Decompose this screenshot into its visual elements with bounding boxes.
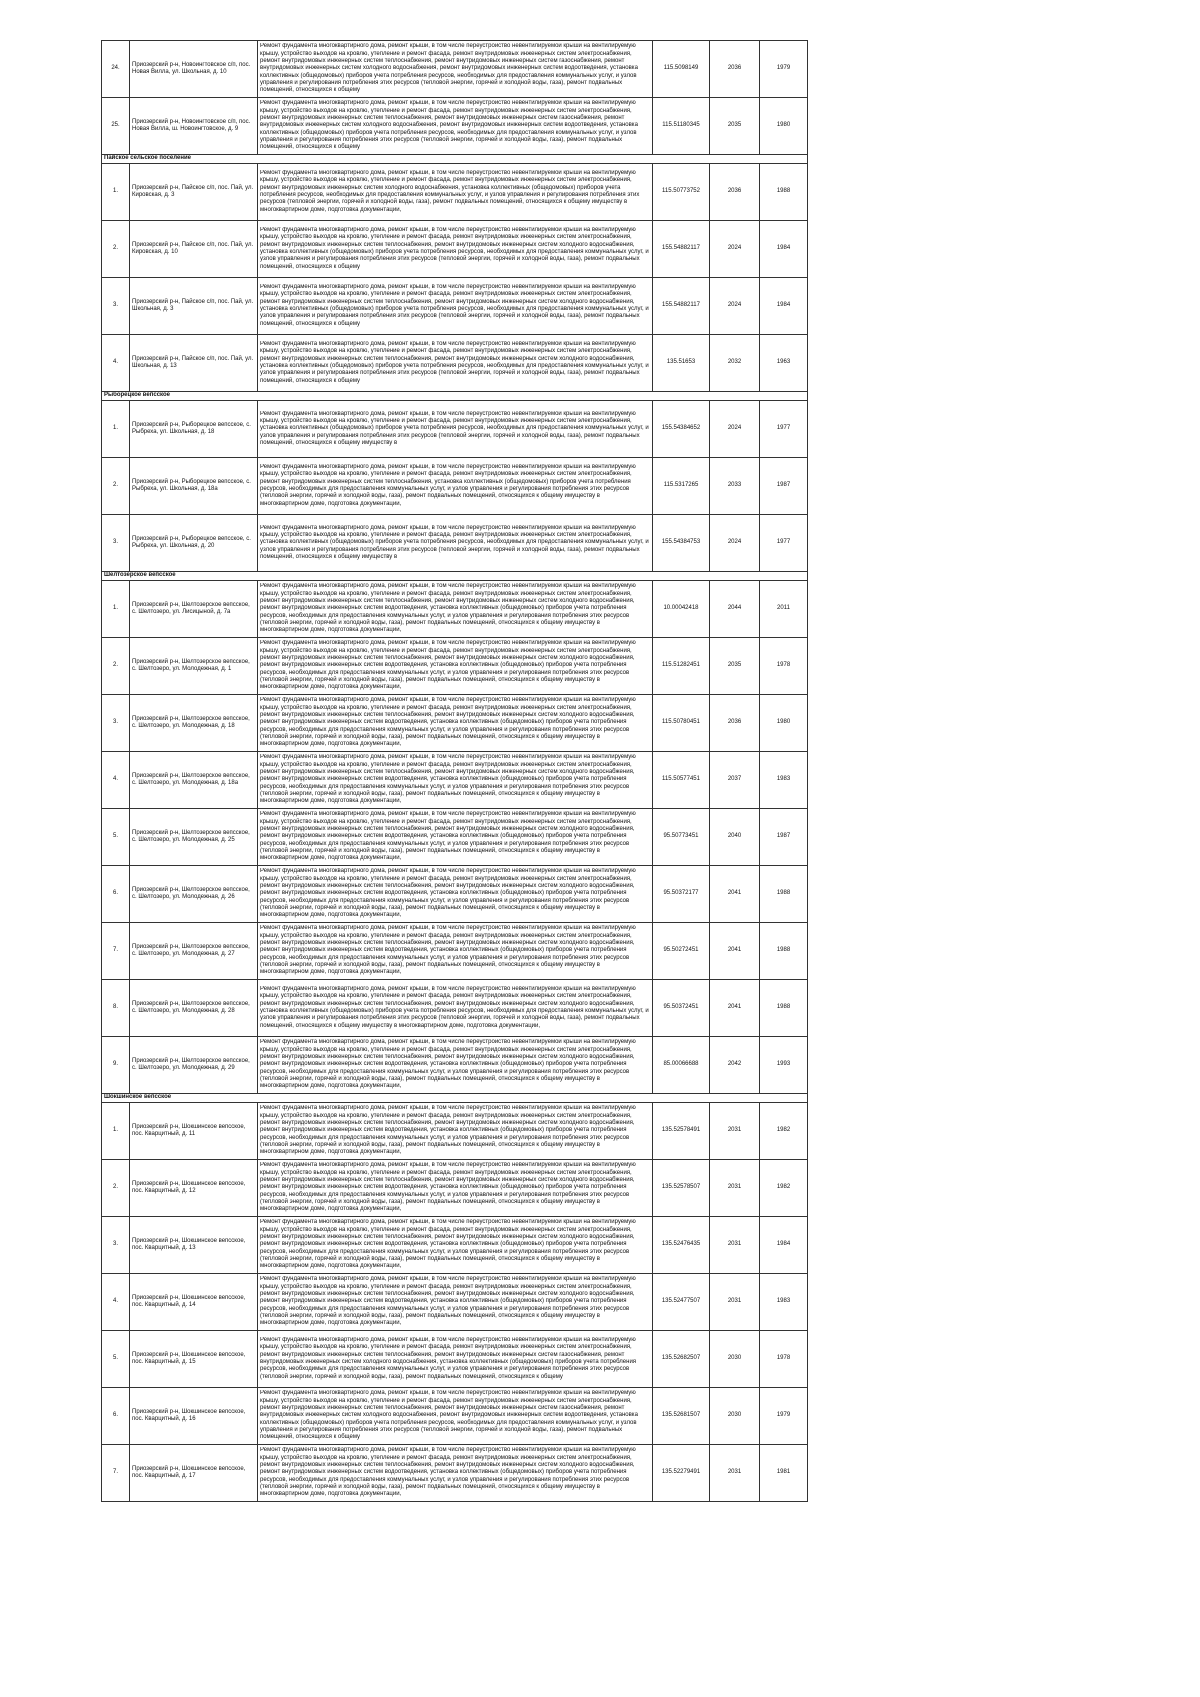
works-text: Ремонт фундамента многоквартирного дома, ремонт крыши, в том числе переустройство невентилируемой крыши на вентилируемую крышу, устройство выходов на кровлю, утепление и ремонт фасада, ремонт внутридомовых инженерных систем электроснабжения, ремонт внутридомовых инженерных систем теплоснабжения, ремонт внутридомовых инженерных систем холодного водоснабжения, ремонт внутридомовых инженерных систем водоотведения, установка коллективных (общедомовых) приборов учета потребления ресурсов, необходимых для предоставления коммунальных услуг, и узлов управления и регулирования потребления этих ресурсов (тепловой энергии, горячей и холодной воды, газа), ремонт подвальных помещений, относящихся к общему имуществу в многоквартирном доме, подготовка документации, (260, 640, 636, 691)
table-row (102, 866, 808, 923)
planned-year-cell: 2031 (710, 1103, 760, 1160)
planned-year-cell: 2024 (710, 278, 760, 335)
built-year-cell: 1984 (760, 278, 808, 335)
row-number: 4. (102, 335, 130, 392)
address-cell: Приозерский р-н, Пайское с/п, пос. Пай, ул. Школьная, д. 3 (130, 278, 258, 335)
address-cell: Приозерский р-н, Новоингтовское с/п, пос. Новая Вилла, ул. Школьная, д. 10 (130, 41, 258, 98)
row-number: 9. (102, 1037, 130, 1094)
works-text: Ремонт фундамента многоквартирного дома, ремонт крыши, в том числе переустройство невентилируемой крыши на вентилируемую крышу, устройство выходов на кровлю, утепление и ремонт фасада, ремонт внутридомовых инженерных систем электроснабжения, ремонт внутридомовых инженерных систем теплоснабжения, ремонт внутридомовых инженерных систем холодного водоснабжения, ремонт внутридомовых инженерных систем водоотведения, установка коллективных (общедомовых) приборов учета потребления ресурсов, необходимых для предоставления коммунальных услуг, и узлов управления и регулирования потребления этих ресурсов (тепловой энергии, горячей и холодной воды, газа), ремонт подвальных помещений, относящихся к общему имуществу в многоквартирном доме, подготовка документации, (260, 1105, 636, 1156)
cost-cell: 115.5098149 (653, 41, 710, 98)
row-number: 3. (102, 278, 130, 335)
address-cell: Приозерский р-н, Шелтозерское вепсское, с. Шелтозеро, ул. Молодежная, д. 28 (130, 980, 258, 1037)
cost-cell: 135.52578491 (653, 1103, 710, 1160)
built-year-cell: 1983 (760, 752, 808, 809)
works-text: Ремонт фундамента многоквартирного дома, ремонт крыши, в том числе переустройство невентилируемой крыши на вентилируемую крышу, устройство выходов на кровлю, утепление и ремонт фасада, ремонт внутридомовых инженерных систем электроснабжения, ремонт внутридомовых инженерных систем теплоснабжения, ремонт внутридомовых инженерных систем холодного водоснабжения, ремонт внутридомовых инженерных систем водоотведения, установка коллективных (общедомовых) приборов учета потребления ресурсов, необходимых для предоставления коммунальных услуг, и узлов управления и регулирования потребления этих ресурсов (тепловой энергии, горячей и холодной воды, газа), ремонт подвальных помещений, относящихся к общему имуществу в многоквартирном доме, подготовка документации, (260, 583, 636, 634)
table-row (102, 1274, 808, 1331)
section-header-row (102, 155, 808, 164)
table-row (102, 581, 808, 638)
cost-cell: 95.50372177 (653, 866, 710, 923)
built-year-cell: 1988 (760, 866, 808, 923)
planned-year-cell: 2031 (710, 1217, 760, 1274)
address-cell: Приозерский р-н, Шокшинское вепсское, пос. Кварцитный, д. 15 (130, 1331, 258, 1388)
section-title: Шелтозерское вепсское (102, 572, 808, 581)
works-cell (258, 401, 653, 458)
section-title: Пайское сельское поселение (102, 155, 808, 164)
built-year-cell: 1979 (760, 41, 808, 98)
works-cell (258, 1160, 653, 1217)
section-header-row (102, 1094, 808, 1103)
address-cell: Приозерский р-н, Пайское с/п, пос. Пай, ул. Кировская, д. 10 (130, 221, 258, 278)
address-cell: Приозерский р-н, Шелтозерское вепсское, с. Шелтозеро, ул. Молодежная, д. 26 (130, 866, 258, 923)
row-number: 2. (102, 1160, 130, 1217)
row-number: 5. (102, 809, 130, 866)
row-number: 6. (102, 1388, 130, 1445)
planned-year-cell: 2031 (710, 1160, 760, 1217)
planned-year-cell: 2036 (710, 164, 760, 221)
address-cell: Приозерский р-н, Шелтозерское вепсское, с. Шелтозеро, ул. Молодежная, д. 18 (130, 695, 258, 752)
table-row (102, 41, 808, 98)
table-row (102, 401, 808, 458)
cost-cell: 155.54882117 (653, 221, 710, 278)
address-cell: Приозерский р-н, Шокшинское вепсское, пос. Кварцитный, д. 14 (130, 1274, 258, 1331)
works-cell (258, 458, 653, 515)
table-row (102, 1388, 808, 1445)
works-cell (258, 164, 653, 221)
built-year-cell: 1982 (760, 1160, 808, 1217)
planned-year-cell: 2035 (710, 638, 760, 695)
table-body (102, 41, 808, 1502)
built-year-cell: 1980 (760, 98, 808, 155)
cost-cell: 95.50773451 (653, 809, 710, 866)
address-cell: Приозерский р-н, Рыборецкое вепсское, с. Рыбреха, ул. Школьная, д. 18а (130, 458, 258, 515)
row-number: 7. (102, 1445, 130, 1502)
built-year-cell: 2011 (760, 581, 808, 638)
address-cell: Приозерский р-н, Шокшинское вепсское, пос. Кварцитный, д. 12 (130, 1160, 258, 1217)
row-number: 2. (102, 221, 130, 278)
built-year-cell: 1993 (760, 1037, 808, 1094)
row-number: 25. (102, 98, 130, 155)
works-text: Ремонт фундамента многоквартирного дома, ремонт крыши, в том числе переустройство невентилируемой крыши на вентилируемую крышу, устройство выходов на кровлю, утепление и ремонт фасада, ремонт внутридомовых инженерных систем электроснабжения, ремонт внутридомовых инженерных систем теплоснабжения, ремонт внутридомовых инженерных систем холодного водоснабжения, ремонт внутридомовых инженерных систем водоотведения, установка коллективных (общедомовых) приборов учета потребления ресурсов, необходимых для предоставления коммунальных услуг, и узлов управления и регулирования потребления этих ресурсов (тепловой энергии, горячей и холодной воды, газа), ремонт подвальных помещений, относящихся к общему имуществу в многоквартирном доме, подготовка документации, (260, 868, 636, 919)
planned-year-cell: 2040 (710, 809, 760, 866)
works-cell (258, 638, 653, 695)
row-number: 1. (102, 164, 130, 221)
planned-year-cell: 2041 (710, 923, 760, 980)
row-number: 8. (102, 980, 130, 1037)
works-cell (258, 278, 653, 335)
row-number: 1. (102, 1103, 130, 1160)
cost-cell: 95.50272451 (653, 923, 710, 980)
row-number: 3. (102, 695, 130, 752)
works-text: Ремонт фундамента многоквартирного дома, ремонт крыши, в том числе переустройство невентилируемой крыши на вентилируемую крышу, устройство выходов на кровлю, утепление и ремонт фасада, ремонт внутридомовых инженерных систем электроснабжения, ремонт внутридомовых инженерных систем теплоснабжения, ремонт внутридомовых инженерных систем холодного водоснабжения, установка коллективных (общедомовых) приборов учета потребления ресурсов, необходимых для предоставления коммунальных услуг, и узлов управления и регулирования потребления этих ресурсов (тепловой энергии, горячей и холодной воды, газа), ремонт подвальных помещений, относящихся к общему (260, 341, 649, 384)
planned-year-cell: 2044 (710, 581, 760, 638)
table-row (102, 752, 808, 809)
row-number: 6. (102, 866, 130, 923)
works-text: Ремонт фундамента многоквартирного дома, ремонт крыши, в том числе переустройство невентилируемой крыши на вентилируемую крышу, устройство выходов на кровлю, утепление и ремонт фасада, ремонт внутридомовых инженерных систем электроснабжения, ремонт внутридомовых инженерных систем теплоснабжения, ремонт внутридомовых инженерных систем холодного водоснабжения, ремонт внутридомовых инженерных систем водоотведения, установка коллективных (общедомовых) приборов учета потребления ресурсов, необходимых для предоставления коммунальных услуг, и узлов управления и регулирования потребления этих ресурсов (тепловой энергии, горячей и холодной воды, газа), ремонт подвальных помещений, относящихся к общему имуществу в многоквартирном доме, подготовка документации, (260, 754, 636, 805)
works-cell (258, 515, 653, 572)
built-year-cell: 1983 (760, 1274, 808, 1331)
built-year-cell: 1977 (760, 515, 808, 572)
built-year-cell: 1984 (760, 221, 808, 278)
cost-cell: 135.51653 (653, 335, 710, 392)
cost-cell: 115.51180345 (653, 98, 710, 155)
cost-cell: 115.50773752 (653, 164, 710, 221)
address-cell: Приозерский р-н, Шелтозерское вепсское, с. Шелтозеро, ул. Молодежная, д. 1 (130, 638, 258, 695)
works-text: Ремонт фундамента многоквартирного дома, ремонт крыши, в том числе переустройство невентилируемой крыши на вентилируемую крышу, устройство выходов на кровлю, утепление и ремонт фасада, ремонт внутридомовых инженерных систем электроснабжения, ремонт внутридомовых инженерных систем теплоснабжения, ремонт внутридомовых инженерных систем холодного водоснабжения, ремонт внутридомовых инженерных систем водоотведения, установка коллективных (общедомовых) приборов учета потребления ресурсов, необходимых для предоставления коммунальных услуг, и узлов управления и регулирования потребления этих ресурсов (тепловой энергии, горячей и холодной воды, газа), ремонт подвальных помещений, относящихся к общему имуществу в многоквартирном доме, подготовка документации, (260, 925, 636, 976)
cost-cell: 135.52476435 (653, 1217, 710, 1274)
built-year-cell: 1988 (760, 923, 808, 980)
address-cell: Приозерский р-н, Шелтозерское вепсское, с. Шелтозеро, ул. Молодежная, д. 18а (130, 752, 258, 809)
works-text: Ремонт фундамента многоквартирного дома, ремонт крыши, в том числе переустройство невентилируемой крыши на вентилируемую крышу, устройство выходов на кровлю, утепление и ремонт фасада, ремонт внутридомовых инженерных систем электроснабжения, ремонт внутридомовых инженерных систем теплоснабжения, ремонт внутридомовых инженерных систем газоснабжения, ремонт внутридомовых инженерных систем холодного водоснабжения, ремонт внутридомовых инженерных систем водоотведения, установка коллективных (общедомовых) приборов учета потребления ресурсов, необходимых для предоставления коммунальных услуг, и узлов управления и регулирования потребления этих ресурсов (тепловой энергии, горячей и холодной воды, газа), ремонт подвальных помещений, относящихся к общему (260, 1390, 638, 1441)
table-row (102, 1331, 808, 1388)
works-text: Ремонт фундамента многоквартирного дома, ремонт крыши, в том числе переустройство невентилируемой крыши на вентилируемую крышу, устройство выходов на кровлю, утепление и ремонт фасада, ремонт внутридомовых инженерных систем электроснабжения, ремонт внутридомовых инженерных систем теплоснабжения, ремонт внутридомовых инженерных систем холодного водоснабжения, установка коллективных (общедомовых) приборов учета потребления ресурсов, необходимых для предоставления коммунальных услуг, и узлов управления и регулирования потребления этих ресурсов (тепловой энергии, горячей и холодной воды, газа), ремонт подвальных помещений, относящихся к общему (260, 227, 649, 270)
section-header-row (102, 392, 808, 401)
built-year-cell: 1977 (760, 401, 808, 458)
works-text: Ремонт фундамента многоквартирного дома, ремонт крыши, в том числе переустройство невентилируемой крыши на вентилируемую крышу, устройство выходов на кровлю, утепление и ремонт фасада, ремонт внутридомовых инженерных систем электроснабжения, ремонт внутридомовых инженерных систем теплоснабжения, ремонт внутридомовых инженерных систем газоснабжения, ремонт внутридомовых инженерных систем холодного водоснабжения, ремонт внутридомовых инженерных систем водоотведения, установка коллективных (общедомовых) приборов учета потребления ресурсов, необходимых для предоставления коммунальных услуг, и узлов управления и регулирования потребления этих ресурсов (тепловой энергии, горячей и холодной воды, газа), ремонт подвальных помещений, относящихся к общему (260, 43, 638, 94)
works-cell (258, 695, 653, 752)
built-year-cell: 1980 (760, 695, 808, 752)
section-title: Шокшинское вепсское (102, 1094, 808, 1103)
cost-cell: 135.52279491 (653, 1445, 710, 1502)
planned-year-cell: 2032 (710, 335, 760, 392)
cost-cell: 10.00042418 (653, 581, 710, 638)
planned-year-cell: 2041 (710, 866, 760, 923)
address-cell: Приозерский р-н, Шокшинское вепсское, пос. Кварцитный, д. 11 (130, 1103, 258, 1160)
works-cell (258, 752, 653, 809)
table-row (102, 335, 808, 392)
works-cell (258, 1388, 653, 1445)
planned-year-cell: 2030 (710, 1331, 760, 1388)
table-row (102, 1160, 808, 1217)
planned-year-cell: 2033 (710, 458, 760, 515)
address-cell: Приозерский р-н, Шокшинское вепсское, пос. Кварцитный, д. 16 (130, 1388, 258, 1445)
table-row (102, 809, 808, 866)
works-text: Ремонт фундамента многоквартирного дома, ремонт крыши, в том числе переустройство невентилируемой крыши на вентилируемую крышу, устройство выходов на кровлю, утепление и ремонт фасада, ремонт внутридомовых инженерных систем электроснабжения, ремонт внутридомовых инженерных систем теплоснабжения, ремонт внутридомовых инженерных систем холодного водоснабжения, установка коллективных (общедомовых) приборов учета потребления ресурсов, необходимых для предоставления коммунальных услуг, и узлов управления и регулирования потребления этих ресурсов (тепловой энергии, горячей и холодной воды, газа), ремонт подвальных помещений, относящихся к общему (260, 284, 649, 327)
built-year-cell: 1978 (760, 1331, 808, 1388)
address-cell: Приозерский р-н, Шелтозерское вепсское, с. Шелтозеро, ул. Молодежная, д. 25 (130, 809, 258, 866)
planned-year-cell: 2024 (710, 401, 760, 458)
cost-cell: 95.50372451 (653, 980, 710, 1037)
built-year-cell: 1981 (760, 1445, 808, 1502)
works-cell (258, 1274, 653, 1331)
built-year-cell: 1987 (760, 809, 808, 866)
row-number: 4. (102, 1274, 130, 1331)
address-cell: Приозерский р-н, Шокшинское вепсское, пос. Кварцитный, д. 13 (130, 1217, 258, 1274)
works-text: Ремонт фундамента многоквартирного дома, ремонт крыши, в том числе переустройство невентилируемой крыши на вентилируемую крышу, устройство выходов на кровлю, утепление и ремонт фасада, ремонт внутридомовых инженерных систем электроснабжения, ремонт внутридомовых инженерных систем теплоснабжения, ремонт внутридомовых инженерных систем холодного водоснабжения, ремонт внутридомовых инженерных систем водоотведения, установка коллективных (общедомовых) приборов учета потребления ресурсов, необходимых для предоставления коммунальных услуг, и узлов управления и регулирования потребления этих ресурсов (тепловой энергии, горячей и холодной воды, газа), ремонт подвальных помещений, относящихся к общему имуществу в многоквартирном доме, подготовка документации, (260, 1276, 636, 1327)
row-number: 7. (102, 923, 130, 980)
row-number: 2. (102, 458, 130, 515)
works-text: Ремонт фундамента многоквартирного дома, ремонт крыши, в том числе переустройство невентилируемой крыши на вентилируемую крышу, устройство выходов на кровлю, утепление и ремонт фасада, ремонт внутридомовых инженерных систем электроснабжения, ремонт внутридомовых инженерных систем теплоснабжения, ремонт внутридомовых инженерных систем холодного водоснабжения, установка коллективных (общедомовых) приборов учета потребления ресурсов, необходимых для предоставления коммунальных услуг, и узлов управления и регулирования потребления этих ресурсов (тепловой энергии, горячей и холодной воды, газа), ремонт подвальных помещений, относящихся к общему имуществу в многоквартирном доме, подготовка документации, (260, 986, 649, 1029)
table-row (102, 980, 808, 1037)
works-text: Ремонт фундамента многоквартирного дома, ремонт крыши, в том числе переустройство невентилируемой крыши на вентилируемую крышу, устройство выходов на кровлю, утепление и ремонт фасада, ремонт внутридомовых инженерных систем электроснабжения, ремонт внутридомовых инженерных систем теплоснабжения, ремонт внутридомовых инженерных систем газоснабжения, ремонт внутридомовых инженерных систем холодного водоснабжения, установка коллективных (общедомовых) приборов учета потребления ресурсов, необходимых для предоставления коммунальных услуг, и узлов управления и регулирования потребления этих ресурсов (тепловой энергии, горячей и холодной воды, газа), ремонт подвальных помещений, относящихся к общему (260, 1337, 637, 1380)
built-year-cell: 1982 (760, 1103, 808, 1160)
planned-year-cell: 2037 (710, 752, 760, 809)
works-cell (258, 1037, 653, 1094)
address-cell: Приозерский р-н, Шелтозерское вепсское, с. Шелтозеро, ул. Лисицыной, д. 7а (130, 581, 258, 638)
row-number: 1. (102, 401, 130, 458)
section-header-row (102, 572, 808, 581)
cost-cell: 155.54384652 (653, 401, 710, 458)
table-row (102, 695, 808, 752)
row-number: 24. (102, 41, 130, 98)
built-year-cell: 1979 (760, 1388, 808, 1445)
works-text: Ремонт фундамента многоквартирного дома, ремонт крыши, в том числе переустройство невентилируемой крыши на вентилируемую крышу, устройство выходов на кровлю, утепление и ремонт фасада, ремонт внутридомовых инженерных систем электроснабжения, ремонт внутридомовых инженерных систем холодного водоснабжения, установка коллективных (общедомовых) приборов учета потребления ресурсов, необходимых для предоставления коммунальных услуг, и узлов управления и регулирования потребления этих ресурсов (тепловой энергии, горячей и холодной воды, газа), ремонт подвальных помещений, относящихся к общему имуществу в многоквартирном доме, подготовка документации, (260, 170, 640, 213)
works-text: Ремонт фундамента многоквартирного дома, ремонт крыши, в том числе переустройство невентилируемой крыши на вентилируемую крышу, устройство выходов на кровлю, утепление и ремонт фасада, ремонт внутридомовых инженерных систем электроснабжения, ремонт внутридомовых инженерных систем теплоснабжения, ремонт внутридомовых инженерных систем холодного водоснабжения, ремонт внутридомовых инженерных систем водоотведения, установка коллективных (общедомовых) приборов учета потребления ресурсов, необходимых для предоставления коммунальных услуг, и узлов управления и регулирования потребления этих ресурсов (тепловой энергии, горячей и холодной воды, газа), ремонт подвальных помещений, относящихся к общему имуществу в многоквартирном доме, подготовка документации, (260, 1447, 636, 1498)
table-row (102, 164, 808, 221)
address-cell: Приозерский р-н, Рыборецкое вепсское, с. Рыбреха, ул. Школьная, д. 20 (130, 515, 258, 572)
works-text: Ремонт фундамента многоквартирного дома, ремонт крыши, в том числе переустройство невентилируемой крыши на вентилируемую крышу, устройство выходов на кровлю, утепление и ремонт фасада, ремонт внутридомовых инженерных систем электроснабжения, ремонт внутридомовых инженерных систем теплоснабжения, ремонт внутридомовых инженерных систем газоснабжения, ремонт внутридомовых инженерных систем холодного водоснабжения, ремонт внутридомовых инженерных систем водоотведения, установка коллективных (общедомовых) приборов учета потребления ресурсов, необходимых для предоставления коммунальных услуг, и узлов управления и регулирования потребления этих ресурсов (тепловой энергии, горячей и холодной воды, газа), ремонт подвальных помещений, относящихся к общему (260, 100, 638, 151)
row-number: 1. (102, 581, 130, 638)
row-number: 2. (102, 638, 130, 695)
address-cell: Приозерский р-н, Шелтозерское вепсское, с. Шелтозеро, ул. Молодежная, д. 29 (130, 1037, 258, 1094)
works-cell (258, 335, 653, 392)
row-number: 3. (102, 515, 130, 572)
works-text: Ремонт фундамента многоквартирного дома, ремонт крыши, в том числе переустройство невентилируемой крыши на вентилируемую крышу, устройство выходов на кровлю, утепление и ремонт фасада, ремонт внутридомовых инженерных систем электроснабжения, ремонт внутридомовых инженерных систем теплоснабжения, ремонт внутридомовых инженерных систем холодного водоснабжения, ремонт внутридомовых инженерных систем водоотведения, установка коллективных (общедомовых) приборов учета потребления ресурсов, необходимых для предоставления коммунальных услуг, и узлов управления и регулирования потребления этих ресурсов (тепловой энергии, горячей и холодной воды, газа), ремонт подвальных помещений, относящихся к общему имуществу в многоквартирном доме, подготовка документации, (260, 1219, 636, 1270)
address-cell: Приозерский р-н, Пайское с/п, пос. Пай, ул. Школьная, д. 13 (130, 335, 258, 392)
works-text: Ремонт фундамента многоквартирного дома, ремонт крыши, в том числе переустройство невентилируемой крыши на вентилируемую крышу, устройство выходов на кровлю, утепление и ремонт фасада, ремонт внутридомовых инженерных систем электроснабжения, установка коллективных (общедомовых) приборов учета потребления ресурсов, необходимых для предоставления коммунальных услуг, и узлов управления и регулирования потребления этих ресурсов (тепловой энергии, горячей и холодной воды, газа), ремонт подвальных помещений, относящихся к общему имуществу в (260, 410, 649, 446)
works-cell (258, 581, 653, 638)
works-cell (258, 98, 653, 155)
table-row (102, 515, 808, 572)
works-cell (258, 866, 653, 923)
row-number: 5. (102, 1331, 130, 1388)
planned-year-cell: 2035 (710, 98, 760, 155)
cost-cell: 115.50780451 (653, 695, 710, 752)
planned-year-cell: 2036 (710, 41, 760, 98)
works-cell (258, 980, 653, 1037)
built-year-cell: 1987 (760, 458, 808, 515)
table-row (102, 278, 808, 335)
section-title: Рыборецкое вепсское (102, 392, 808, 401)
planned-year-cell: 2030 (710, 1388, 760, 1445)
cost-cell: 135.52578507 (653, 1160, 710, 1217)
document-table (101, 40, 808, 1502)
row-number: 3. (102, 1217, 130, 1274)
cost-cell: 85.00066688 (653, 1037, 710, 1094)
table-row (102, 1103, 808, 1160)
cost-cell: 155.54384753 (653, 515, 710, 572)
cost-cell: 115.5317265 (653, 458, 710, 515)
table-row (102, 923, 808, 980)
address-cell: Приозерский р-н, Новоингтовское с/п, пос. Новая Вилла, ш. Новоингтовское, д. 9 (130, 98, 258, 155)
cost-cell: 135.52681507 (653, 1388, 710, 1445)
table-row (102, 98, 808, 155)
address-cell: Приозерский р-н, Пайское с/п, пос. Пай, ул. Кировская, д. 3 (130, 164, 258, 221)
works-cell (258, 221, 653, 278)
works-cell (258, 1331, 653, 1388)
works-text: Ремонт фундамента многоквартирного дома, ремонт крыши, в том числе переустройство невентилируемой крыши на вентилируемую крышу, устройство выходов на кровлю, утепление и ремонт фасада, ремонт внутридомовых инженерных систем электроснабжения, ремонт внутридомовых инженерных систем теплоснабжения, ремонт внутридомовых инженерных систем холодного водоснабжения, ремонт внутридомовых инженерных систем водоотведения, установка коллективных (общедомовых) приборов учета потребления ресурсов, необходимых для предоставления коммунальных услуг, и узлов управления и регулирования потребления этих ресурсов (тепловой энергии, горячей и холодной воды, газа), ремонт подвальных помещений, относящихся к общему имуществу в многоквартирном доме, подготовка документации, (260, 1162, 636, 1213)
planned-year-cell: 2024 (710, 221, 760, 278)
planned-year-cell: 2042 (710, 1037, 760, 1094)
planned-year-cell: 2024 (710, 515, 760, 572)
address-cell: Приозерский р-н, Рыборецкое вепсское, с. Рыбреха, ул. Школьная, д. 18 (130, 401, 258, 458)
built-year-cell: 1988 (760, 980, 808, 1037)
cost-cell: 135.52477507 (653, 1274, 710, 1331)
built-year-cell: 1978 (760, 638, 808, 695)
works-cell (258, 41, 653, 98)
table-row (102, 638, 808, 695)
built-year-cell: 1984 (760, 1217, 808, 1274)
works-text: Ремонт фундамента многоквартирного дома, ремонт крыши, в том числе переустройство невентилируемой крыши на вентилируемую крышу, устройство выходов на кровлю, утепление и ремонт фасада, ремонт внутридомовых инженерных систем электроснабжения, ремонт внутридомовых инженерных систем теплоснабжения, ремонт внутридомовых инженерных систем холодного водоснабжения, ремонт внутридомовых инженерных систем водоотведения, установка коллективных (общедомовых) приборов учета потребления ресурсов, необходимых для предоставления коммунальных услуг, и узлов управления и регулирования потребления этих ресурсов (тепловой энергии, горячей и холодной воды, газа), ремонт подвальных помещений, относящихся к общему имуществу в многоквартирном доме, подготовка документации, (260, 697, 636, 748)
table-row (102, 1217, 808, 1274)
works-text: Ремонт фундамента многоквартирного дома, ремонт крыши, в том числе переустройство невентилируемой крыши на вентилируемую крышу, устройство выходов на кровлю, утепление и ремонт фасада, ремонт внутридомовых инженерных систем электроснабжения, ремонт внутридомовых инженерных систем теплоснабжения, ремонт внутридомовых инженерных систем холодного водоснабжения, ремонт внутридомовых инженерных систем водоотведения, установка коллективных (общедомовых) приборов учета потребления ресурсов, необходимых для предоставления коммунальных услуг, и узлов управления и регулирования потребления этих ресурсов (тепловой энергии, горячей и холодной воды, газа), ремонт подвальных помещений, относящихся к общему имуществу в многоквартирном доме, подготовка документации, (260, 811, 636, 862)
cost-cell: 155.54882117 (653, 278, 710, 335)
works-text: Ремонт фундамента многоквартирного дома, ремонт крыши, в том числе переустройство невентилируемой крыши на вентилируемую крышу, устройство выходов на кровлю, утепление и ремонт фасада, ремонт внутридомовых инженерных систем электроснабжения, ремонт внутридомовых инженерных систем теплоснабжения, ремонт внутридомовых инженерных систем холодного водоснабжения, ремонт внутридомовых инженерных систем водоотведения, установка коллективных (общедомовых) приборов учета потребления ресурсов, необходимых для предоставления коммунальных услуг, и узлов управления и регулирования потребления этих ресурсов (тепловой энергии, горячей и холодной воды, газа), ремонт подвальных помещений, относящихся к общему имуществу в многоквартирном доме, подготовка документации, (260, 1039, 636, 1090)
works-cell (258, 1217, 653, 1274)
planned-year-cell: 2031 (710, 1445, 760, 1502)
address-cell: Приозерский р-н, Шелтозерское вепсское, с. Шелтозеро, ул. Молодежная, д. 27 (130, 923, 258, 980)
works-text: Ремонт фундамента многоквартирного дома, ремонт крыши, в том числе переустройство невентилируемой крыши на вентилируемую крышу, устройство выходов на кровлю, утепление и ремонт фасада, ремонт внутридомовых инженерных систем электроснабжения, ремонт внутридомовых инженерных систем теплоснабжения, установка коллективных (общедомовых) приборов учета потребления ресурсов, необходимых для предоставления коммунальных услуг, и узлов управления и регулирования потребления этих ресурсов (тепловой энергии, горячей и холодной воды, газа), ремонт подвальных помещений, относящихся к общему имуществу в многоквартирном доме, подготовка документации, (260, 464, 636, 507)
cost-cell: 115.50577451 (653, 752, 710, 809)
table-row (102, 1037, 808, 1094)
table-row (102, 221, 808, 278)
cost-cell: 135.52682507 (653, 1331, 710, 1388)
address-cell: Приозерский р-н, Шокшинское вепсское, пос. Кварцитный, д. 17 (130, 1445, 258, 1502)
built-year-cell: 1963 (760, 335, 808, 392)
table-row (102, 1445, 808, 1502)
works-cell (258, 809, 653, 866)
planned-year-cell: 2041 (710, 980, 760, 1037)
works-cell (258, 1445, 653, 1502)
table-row (102, 458, 808, 515)
planned-year-cell: 2036 (710, 695, 760, 752)
row-number: 4. (102, 752, 130, 809)
planned-year-cell: 2031 (710, 1274, 760, 1331)
works-cell (258, 1103, 653, 1160)
built-year-cell: 1988 (760, 164, 808, 221)
works-cell (258, 923, 653, 980)
works-text: Ремонт фундамента многоквартирного дома, ремонт крыши, в том числе переустройство невентилируемой крыши на вентилируемую крышу, устройство выходов на кровлю, утепление и ремонт фасада, ремонт внутридомовых инженерных систем электроснабжения, установка коллективных (общедомовых) приборов учета потребления ресурсов, необходимых для предоставления коммунальных услуг, и узлов управления и регулирования потребления этих ресурсов (тепловой энергии, горячей и холодной воды, газа), ремонт подвальных помещений, относящихся к общему имуществу в (260, 524, 649, 560)
cost-cell: 115.51282451 (653, 638, 710, 695)
